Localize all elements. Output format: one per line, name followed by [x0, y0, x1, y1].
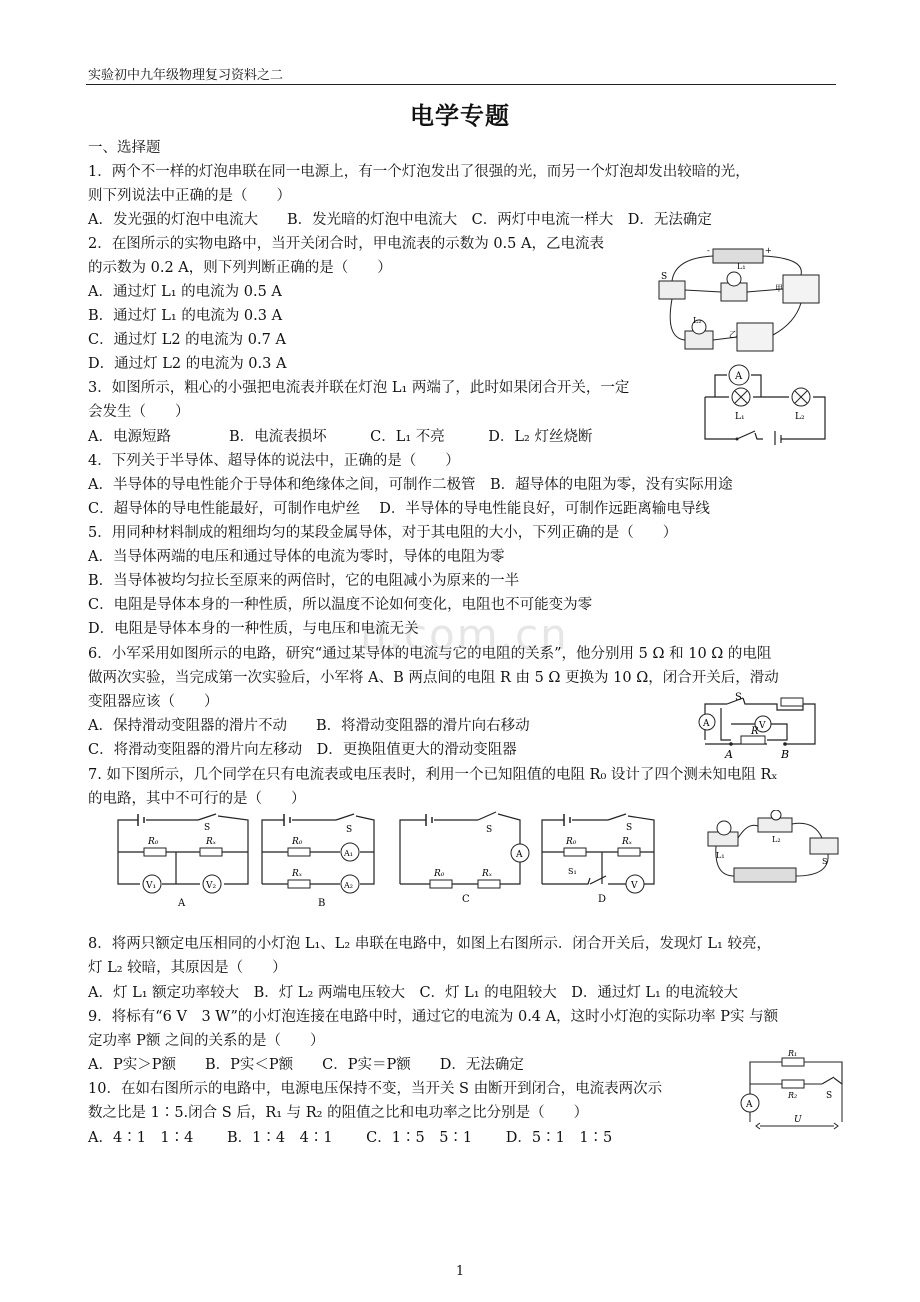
- header-rule: [86, 84, 836, 85]
- q2-option-c: C．通过灯 L2 的电流为 0.7 A: [88, 332, 286, 348]
- q7-label: R₀: [566, 837, 577, 847]
- q2-option-b: B．通过灯 L₁ 的电流为 0.3 A: [88, 308, 283, 324]
- q8-stem: 8．将两只额定电压相同的小灯泡 L₁、L₂ 串联在电路中，如图上右图所示．闭合开关后，发现灯 L₁ 较亮，: [88, 936, 771, 952]
- q5-option-a: A．当导体两端的电压和通过导体的电流为零时，导体的电阻为零: [88, 549, 505, 565]
- q2-label: -: [707, 246, 710, 255]
- q3-options: A．电源短路 B．电流表损坏 C．L₁ 不亮 D．L₂ 灯丝烧断: [88, 429, 593, 445]
- q2-stem-cont: 的示数为 0.2 A，则下列判断正确的是（ ）: [88, 260, 392, 276]
- q2-label: +: [765, 246, 772, 255]
- q10-label: A: [746, 1100, 753, 1110]
- q6-label: A: [703, 719, 710, 729]
- q7-label: B: [318, 898, 326, 908]
- q7-label: S: [346, 825, 353, 835]
- q6-options-cd: C．将滑动变阻器的滑片向左移动 D．更换阻值更大的滑动变阻器: [88, 742, 517, 758]
- q7-label: R₀: [434, 869, 445, 879]
- q3-label: A: [735, 371, 743, 382]
- q6-label: S: [735, 692, 742, 703]
- q7-circuit-d: [542, 814, 654, 905]
- q2-label: 乙: [729, 330, 737, 339]
- q6-label: A: [725, 748, 733, 761]
- q2-physical-circuit-figure: [655, 243, 825, 358]
- q10-label: R₁: [788, 1050, 798, 1058]
- q7-circuit-c: [400, 812, 529, 905]
- q2-option-d: D．通过灯 L2 的电流为 0.3 A: [88, 356, 287, 372]
- q2-stem: 2．在图所示的实物电路中，当开关闭合时，甲电流表的示数为 0.5 A，乙电流表: [88, 236, 604, 252]
- q10-stem-cont: 数之比是 1∶5.闭合 S 后，R₁ 与 R₂ 的阻值之比和电功率之比分别是（ ）: [88, 1105, 589, 1121]
- q6-label: V: [759, 721, 766, 731]
- q7-label: Rₓ: [206, 837, 216, 847]
- q7-label: Rₓ: [292, 869, 302, 879]
- q10-label: S: [826, 1091, 833, 1101]
- q10-circuit-figure: [738, 1050, 858, 1132]
- q8-stem-cont: 灯 L₂ 较暗，其原因是（ ）: [88, 960, 287, 976]
- q5-option-b: B．当导体被均匀拉长至原来的两倍时，它的电阻减小为原来的一半: [88, 573, 520, 589]
- q7-label: R₀: [148, 837, 159, 847]
- q8-physical-circuit-figure: [704, 810, 844, 885]
- q4-options-cd: C．超导体的导电性能最好，可制作电炉丝 D．半导体的导电性能良好，可制作远距离输电导线: [88, 501, 710, 517]
- q7-label: Rₓ: [622, 837, 632, 847]
- q10-label: R₂: [788, 1091, 798, 1100]
- page-header: 实验初中九年级物理复习资料之二: [88, 68, 284, 83]
- q6-circuit-figure: [697, 688, 827, 763]
- q7-label: S₁: [568, 867, 577, 876]
- q7-label: A₁: [344, 849, 353, 858]
- q2-label: L₁: [737, 262, 746, 271]
- q2-label: S: [661, 272, 668, 282]
- q4-stem: 4．下列关于半导体、超导体的说法中，正确的是（ ）: [88, 453, 460, 469]
- q9-stem: 9．将标有“6 V 3 W”的小灯泡连接在电路中时，通过它的电流为 0.4 A，这时小灯泡的实际功率 P实 与额: [88, 1009, 779, 1025]
- q5-option-c: C．电阻是导体本身的一种性质，所以温度不论如何变化，电阻也不可能变为零: [88, 597, 593, 613]
- page-title: 电学专题: [410, 102, 510, 130]
- q7-label: S: [626, 823, 633, 833]
- q7-label: V₁: [146, 881, 157, 891]
- q3-stem-cont: 会发生（ ）: [88, 404, 190, 420]
- watermark: n.com.cn: [360, 610, 569, 659]
- q6-stem-cont: 做两次实验，当完成第一次实验后，小军将 A、B 两点间的电阻 R 由 5 Ω 更换为 10 Ω，闭合开关后，滑动: [88, 670, 779, 686]
- q2-option-a: A．通过灯 L₁ 的电流为 0.5 A: [88, 284, 282, 300]
- q7-label: Rₓ: [482, 869, 492, 879]
- q7-label: S: [204, 823, 211, 833]
- q7-label: A: [178, 898, 186, 908]
- q8-label: L₂: [772, 835, 781, 844]
- q3-label: L₁: [735, 412, 745, 422]
- q3-label: L₂: [795, 412, 805, 422]
- q5-option-d: D．电阻是导体本身的一种性质，与电压和电流无关: [88, 621, 419, 637]
- q10-stem: 10．在如右图所示的电路中，电源电压保持不变，当开关 S 由断开到闭合，电流表两次示: [88, 1081, 663, 1097]
- q7-circuit-a: [118, 814, 248, 908]
- q8-label: L₁: [716, 851, 725, 860]
- page-number: 1: [455, 1264, 465, 1279]
- q2-label: L₂: [693, 316, 702, 325]
- q1-stem: 1．两个不一样的灯泡串联在同一电源上，有一个灯泡发出了很强的光，而另一个灯泡却发出较暗的光，: [88, 164, 750, 180]
- q3-stem: 3．如图所示，粗心的小强把电流表并联在灯泡 L₁ 两端了，此时如果闭合开关，一定: [88, 380, 630, 396]
- q7-label: D: [598, 894, 607, 905]
- q6-stem-cont2: 变阻器应该（ ）: [88, 694, 219, 710]
- q8-options: A．灯 L₁ 额定功率较大 B．灯 L₂ 两端电压较大 C．灯 L₁ 的电阻较大 D．通过灯 L₁ 的电流较大: [88, 985, 738, 1001]
- q7-label: A: [516, 850, 523, 860]
- q7-stem-cont: 的电路，其中不可行的是（ ）: [88, 791, 306, 807]
- q9-options: A．P实＞P额 B．P实＜P额 C．P实＝P额 D．无法确定: [88, 1057, 524, 1073]
- q7-label: C: [462, 894, 470, 905]
- q7-label: R₀: [292, 837, 303, 847]
- q10-label: U: [794, 1115, 802, 1125]
- q7-label: A₂: [344, 881, 353, 890]
- q7-stem: 7. 如下图所示，几个同学在只有电流表或电压表时，利用一个已知阻值的电阻 R₀ 设计了四个测未知电阻 Rₓ: [88, 767, 778, 783]
- section-heading: 一、选择题: [88, 140, 161, 156]
- q7-label: V: [631, 881, 638, 891]
- q10-options: A．4∶1 1∶4 B．1∶4 4∶1 C．1∶5 5∶1 D．5∶1 1∶5: [88, 1130, 613, 1146]
- q6-stem: 6．小军采用如图所示的电路，研究“通过某导体的电流与它的电阻的关系”，他分别用 5 Ω 和 10 Ω 的电阻: [88, 646, 772, 662]
- q3-circuit-figure: [697, 355, 832, 445]
- q8-label: S: [822, 857, 828, 866]
- q1-options: A．发光强的灯泡中电流大 B．发光暗的灯泡中电流大 C．两灯中电流一样大 D．无法确定: [88, 212, 712, 228]
- q4-options-ab: A．半导体的导电性能介于导体和绝缘体之间，可制作二极管 B．超导体的电阻为零，没有实际用途: [88, 477, 733, 493]
- q9-stem-cont: 定功率 P额 之间的关系的是（ ）: [88, 1033, 325, 1049]
- q6-options-ab: A．保持滑动变阻器的滑片不动 B．将滑动变阻器的滑片向右移动: [88, 718, 530, 734]
- q6-label: B: [781, 748, 790, 761]
- q7-label: V₂: [206, 881, 217, 891]
- q6-label: R: [751, 726, 759, 737]
- q7-circuits-figure: [112, 808, 672, 908]
- q7-label: S: [486, 825, 493, 835]
- q1-stem-cont: 则下列说法中正确的是（ ）: [88, 188, 291, 204]
- q2-label: 甲: [775, 284, 783, 293]
- q5-stem: 5．用同种材料制成的粗细均匀的某段金属导体，对于其电阻的大小，下列正确的是（ ）: [88, 525, 678, 541]
- q7-circuit-b: [262, 814, 374, 908]
